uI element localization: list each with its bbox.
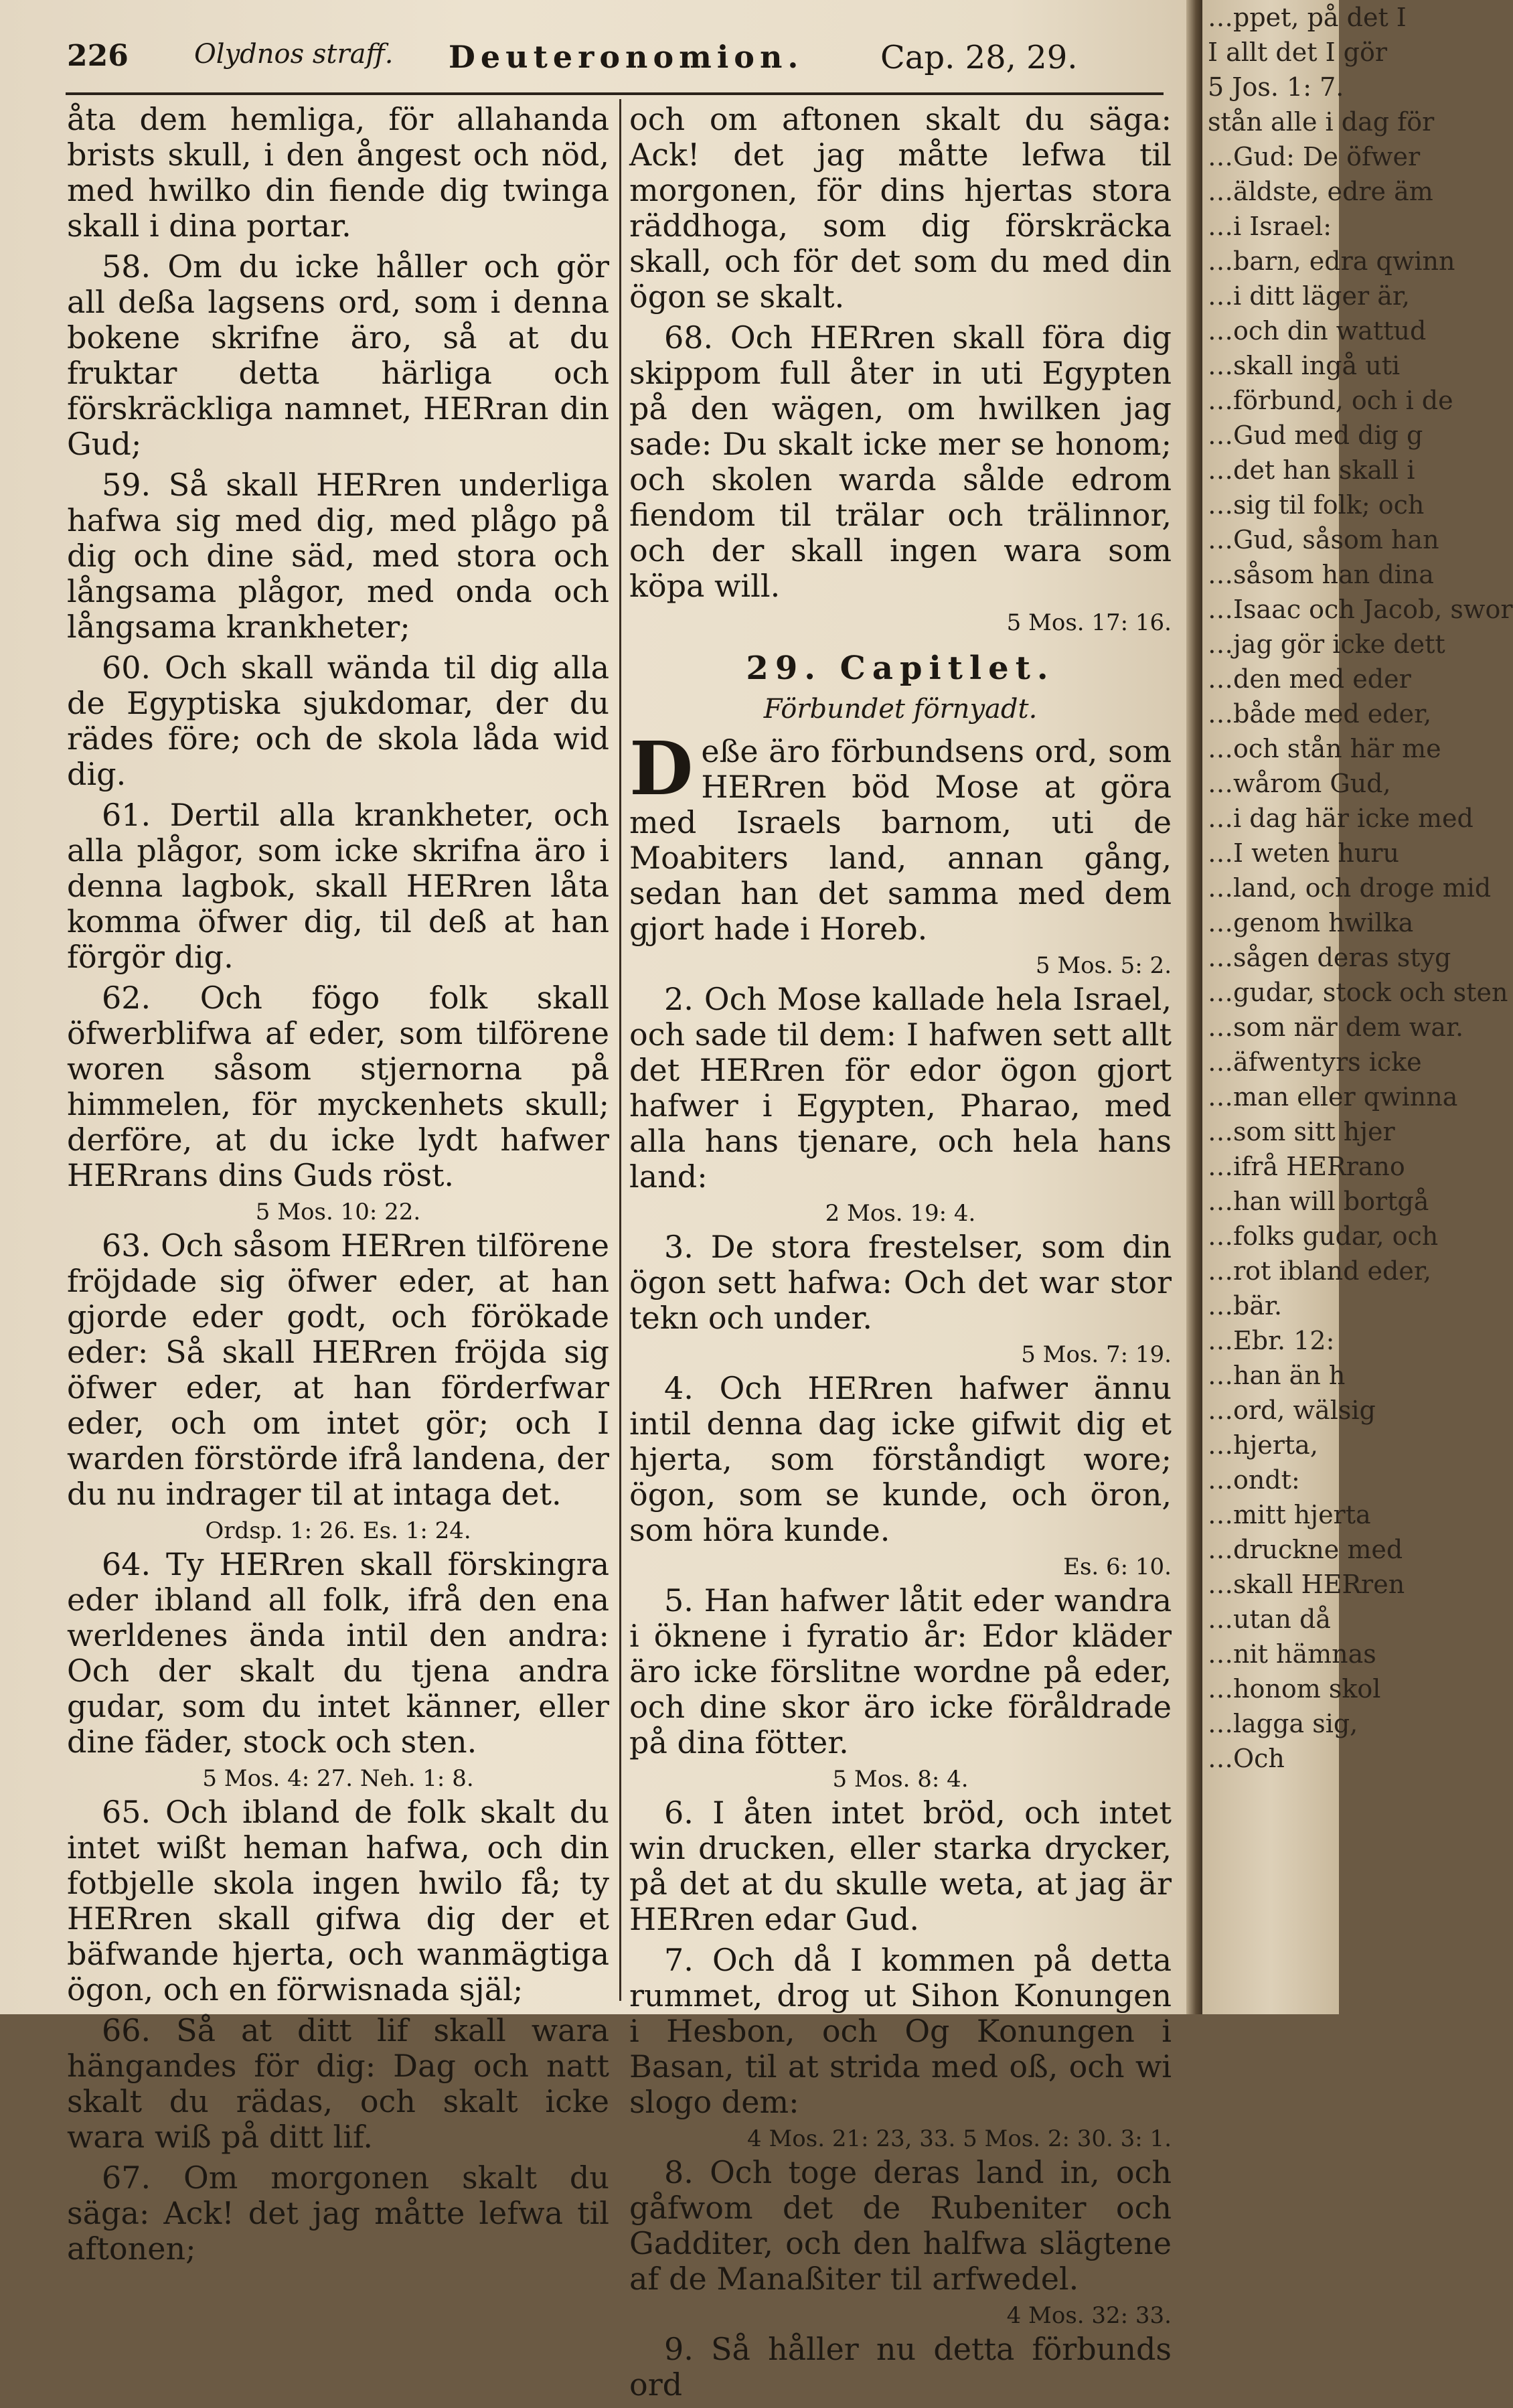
verse-3: 3. De stora frestelser, som din ögon sett hafwa: Och det war stor tekn och under. [629,1229,1172,1336]
chapter-reference: Cap. 28, 29. [880,39,1078,76]
facing-page-line: …wårom Gud, [1208,769,1391,798]
facing-page-line: …jag gör icke dett [1208,629,1445,659]
verse-60: 60. Och skall wända til dig alla de Egyptiska sjukdomar, der du rädes före; och de skola låda wid dig. [67,650,609,792]
facing-page-line: …skall HERren [1208,1570,1405,1599]
facing-page-line: …utan då [1208,1604,1331,1634]
verse-68: 68. Och HERren skall föra dig skippom full åter in uti Egypten på den wägen, om hwilken jag sade: Du skalt icke mer se honom; och skolen warda sålde edrom fiendom til trälar och trälinnor, och der skall ingen wara som köpa will. [629,319,1172,604]
facing-page-line: …folks gudar, och [1208,1221,1439,1251]
facing-page-line: …han will bortgå [1208,1187,1429,1216]
facing-page-line: …mitt hjerta [1208,1500,1371,1529]
facing-page-line: …land, och droge mid [1208,873,1492,903]
cross-reference: 5 Mos. 10: 22. [255,1199,421,1225]
verse-6: 6. I åten intet bröd, och intet win drucken, eller starka drycker, på det at du skulle weta, at jag är HERren edar Gud. [629,1795,1172,1937]
facing-page-line: …druckne med [1208,1535,1403,1564]
cross-reference: 2 Mos. 19: 4. [825,1200,976,1227]
facing-page-line: …ppet, på det I [1208,3,1407,32]
facing-page-line: …Gud: De öfwer [1208,142,1421,171]
header-rule [66,92,1164,95]
facing-page-line: …lagga sig, [1208,1709,1358,1738]
facing-page-line: I allt det I gör [1208,37,1388,67]
facing-page-line: …rot ibland eder, [1208,1256,1431,1286]
facing-page-line: …såsom han dina [1208,560,1434,589]
facing-page-line: …förbund, och i de [1208,386,1453,415]
facing-page-line: …den med eder [1208,664,1411,694]
facing-page-line: …som sitt hjer [1208,1117,1395,1146]
facing-page-line: …Gud med dig g [1208,421,1423,450]
facing-page-line: …sig til folk; och [1208,490,1425,520]
facing-page-line: …äldste, edre äm [1208,177,1433,206]
facing-page-edge [1202,0,1513,2014]
cross-reference: 5 Mos. 7: 19. [1021,1341,1172,1368]
facing-page-line: stån alle i dag för [1208,107,1435,137]
page-number: 226 [67,39,129,73]
facing-page-line: …I weten huru [1208,838,1400,868]
verse-9: 9. Så håller nu detta förbunds ord [629,2331,1172,2403]
facing-page-line: …nit hämnas [1208,1639,1376,1669]
verse-5: 5. Han hafwer låtit eder wandra i öknene i fyratio år: Edor kläder äro icke förslitne wordne på eder, och dine skor äro icke föråldrade på dina fötter. [629,1582,1172,1760]
verse-1 [629,725,1172,947]
verse-66: 66. Så at ditt lif skall wara hängandes för dig: Dag och natt skalt du rädas, och skalt icke wara wiß på ditt lif. [67,2012,609,2155]
verse-62: 62. Och fögo folk skall öfwerblifwa af eder, som tilförene woren såsom stjernorna på himmelen, för myckenhets skull; derföre, at du icke lydt hafwer HERrans dins Guds röst. [67,980,609,1193]
facing-page-line: …Ebr. 12: [1208,1326,1335,1355]
verse-1-text: eße äro förbundsens ord, som HERren böd Mose at göra med Israels barnom, uti de Moabiters land, annan gång, sedan han det samma med dem gjort hade i Horeb. [629,733,1172,947]
chapter-subtitle: Förbundet förnyadt. [763,694,1038,725]
cross-reference: 5 Mos. 5: 2. [1035,952,1172,979]
facing-page-line: …i ditt läger är, [1208,281,1410,311]
facing-page-line: 5 Jos. 1: 7. [1208,72,1344,102]
facing-page-line: …skall ingå uti [1208,351,1401,380]
cross-reference: 4 Mos. 32: 33. [1006,2302,1172,2329]
facing-page-line: …det han skall i [1208,455,1415,485]
facing-page-line: …i Israel: [1208,212,1332,241]
facing-page-line: …Gud, såsom han [1208,525,1439,554]
verse-58: 58. Om du icke håller och gör all deßa lagsens ord, som i denna bokene skrifne äro, så at du fruktar detta härliga och förskräckliga namnet, HERran din Gud; [67,248,609,462]
verse-continuation: åta dem hemliga, för allahanda brists skull, i den ångest och nöd, med hwilko din fiende dig twinga skall i dina portar. [67,101,609,244]
verse-61: 61. Dertil alla krankheter, och alla plågor, som icke skrifna äro i denna lagbok, skall HERren låta komma öfwer dig, til deß at han förgör dig. [67,797,609,975]
facing-page-line: …man eller qwinna [1208,1082,1458,1112]
facing-page-line: …Och [1208,1744,1285,1773]
cross-reference: 5 Mos. 8: 4. [832,1766,969,1793]
column-divider [619,99,621,2001]
cross-reference: 4 Mos. 21: 23, 33. 5 Mos. 2: 30. 3: 1. [747,2125,1172,2152]
cross-reference: Es. 6: 10. [1063,1554,1172,1580]
cross-reference: 5 Mos. 4: 27. Neh. 1: 8. [202,1765,474,1792]
book-title: Deuteronomion. [449,39,804,75]
drop-cap: D [629,725,694,812]
facing-page-line: …och din wattud [1208,316,1427,346]
right-column [629,102,1172,2408]
verse-continuation: och om aftonen skalt du säga: Ack! det jag måtte lefwa til morgonen, för dins hjertas stora räddhoga, som dig förskräcka skall, och för det som du med din ögon se skalt. [629,101,1172,315]
facing-page-line: …äfwentyrs icke [1208,1047,1422,1077]
left-column [67,102,609,2272]
verse-7: 7. Och då I kommen på detta rummet, drog ut Sihon Konungen i Hesbon, och Og Konungen i Basan, til at strida med oß, och wi slogo dem: [629,1942,1172,2120]
facing-page-text [1202,0,1513,1776]
verse-2: 2. Och Mose kallade hela Israel, och sade til dem: I hafwen sett allt det HERren för edor ögon gjort hafwer i Egypten, Pharao, med alla hans tjenare, och hela hans land: [629,981,1172,1195]
facing-page-line: …och stån här me [1208,734,1441,763]
facing-page-line: …ord, wälsig [1208,1396,1376,1425]
chapter-heading: 29. Capitlet. [746,650,1055,687]
verse-64: 64. Ty HERren skall förskingra eder ibland all folk, ifrå den ena werldenes ända intil den andra: Och der skalt du tjena andra gudar, som du intet känner, eller dine fäder, stock och sten. [67,1546,609,1760]
verse-8: 8. Och toge deras land in, och gåfwom det de Rubeniter och Gadditer, och den halfwa slägtene af de Manaßiter til arfwedel. [629,2154,1172,2297]
verse-4: 4. Och HERren hafwer ännu intil denna dag icke gifwit dig et hjerta, som förståndigt wore; ögon, som se kunde, och öron, som höra kunde. [629,1370,1172,1548]
facing-page-line: …som när dem war. [1208,1012,1464,1042]
cross-reference: Ordsp. 1: 26. Es. 1: 24. [205,1517,471,1544]
facing-page-line: …bär. [1208,1291,1283,1321]
facing-page-line: …ifrå HERrano [1208,1152,1405,1181]
facing-page-line: …barn, edra qwinn [1208,246,1455,276]
facing-page-line: …honom skol [1208,1674,1381,1704]
cross-reference: 5 Mos. 17: 16. [1006,609,1172,636]
verse-65: 65. Och ibland de folk skalt du intet wißt heman hafwa, och din fotbjelle skola ingen hwilo få; ty HERren skall gifwa dig der et bäfwande hjerta, och wanmägtiga ögon, och en förwisnada själ; [67,1794,609,2008]
facing-page-line: …genom hwilka [1208,908,1414,937]
facing-page-line: …i dag här icke med [1208,804,1474,833]
facing-page-line: …ondt: [1208,1465,1300,1495]
facing-page-line: …han än h [1208,1361,1346,1390]
verse-59: 59. Så skall HERren underliga hafwa sig med dig, med plågo på dig och dine säd, med stora och långsama plågor, med onda och långsama krankheter; [67,467,609,645]
facing-page-line: …hjerta, [1208,1430,1318,1460]
facing-page-line: …gudar, stock och sten [1208,978,1508,1007]
verse-67: 67. Om morgonen skalt du säga: Ack! det jag måtte lefwa til aftonen; [67,2160,609,2267]
facing-page-line: …Isaac och Jacob, swor [1208,595,1513,624]
facing-page-line: …sågen deras styg [1208,943,1451,972]
running-head: Olydnos straff. [194,39,394,70]
book-gutter [1186,0,1202,2014]
page-header [67,39,1165,86]
facing-page-line: …både med eder, [1208,699,1432,729]
verse-63: 63. Och såsom HERren tilförene fröjdade sig öfwer eder, at han gjorde eder godt, och förökade eder: Så skall HERren fröjda sig öfwer eder, at han förderfwar eder, och om intet gör; och I warden förstörde ifrå landena, der du nu indrager til at intaga det. [67,1227,609,1512]
